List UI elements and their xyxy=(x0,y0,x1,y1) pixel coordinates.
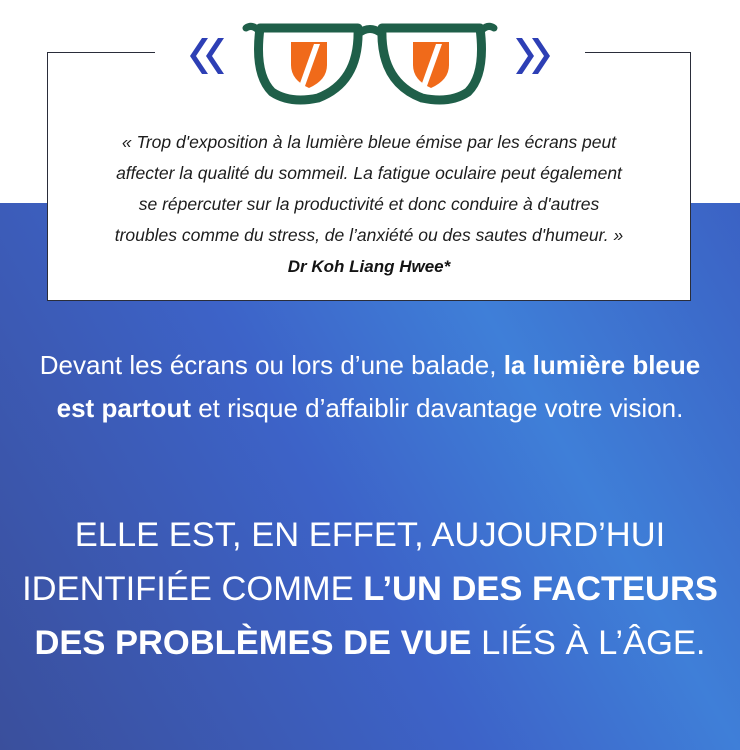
headline-text-end: LIÉS À L’ÂGE. xyxy=(471,624,706,662)
headline xyxy=(20,508,720,670)
paragraph-emphasis: la lumière bleue est partout xyxy=(56,350,701,423)
headline-text: ELLE EST, EN EFFET, AUJOURD’HUI IDENTIFIÉE COMME xyxy=(22,516,666,608)
quote-author: Dr Koh Liang Hwee* xyxy=(287,257,451,276)
glasses-illustration xyxy=(180,10,560,110)
quote-text: « Trop d'exposition à la lumière bleue émise par les écrans peut affecter la qualité du sommeil. La fatigue oculaire peut également se répercuter sur la productivité et donc conduire à d'autres troubles comme du stress, de l’anxiété ou des sautes d'humeur. » xyxy=(114,132,624,245)
paragraph-text: Devant les écrans ou lors d’une balade, xyxy=(39,350,504,380)
chevron-left-icon xyxy=(190,38,224,74)
intro-paragraph xyxy=(20,344,720,430)
glasses-header xyxy=(180,10,560,110)
headline-emphasis: L’UN DES FACTEURS DES PROBLÈMES DE VUE xyxy=(34,570,718,662)
chevron-right-icon xyxy=(516,38,550,74)
paragraph-text-end: et risque d’affaiblir davantage votre vision. xyxy=(190,393,684,423)
glasses-icon xyxy=(246,26,494,100)
